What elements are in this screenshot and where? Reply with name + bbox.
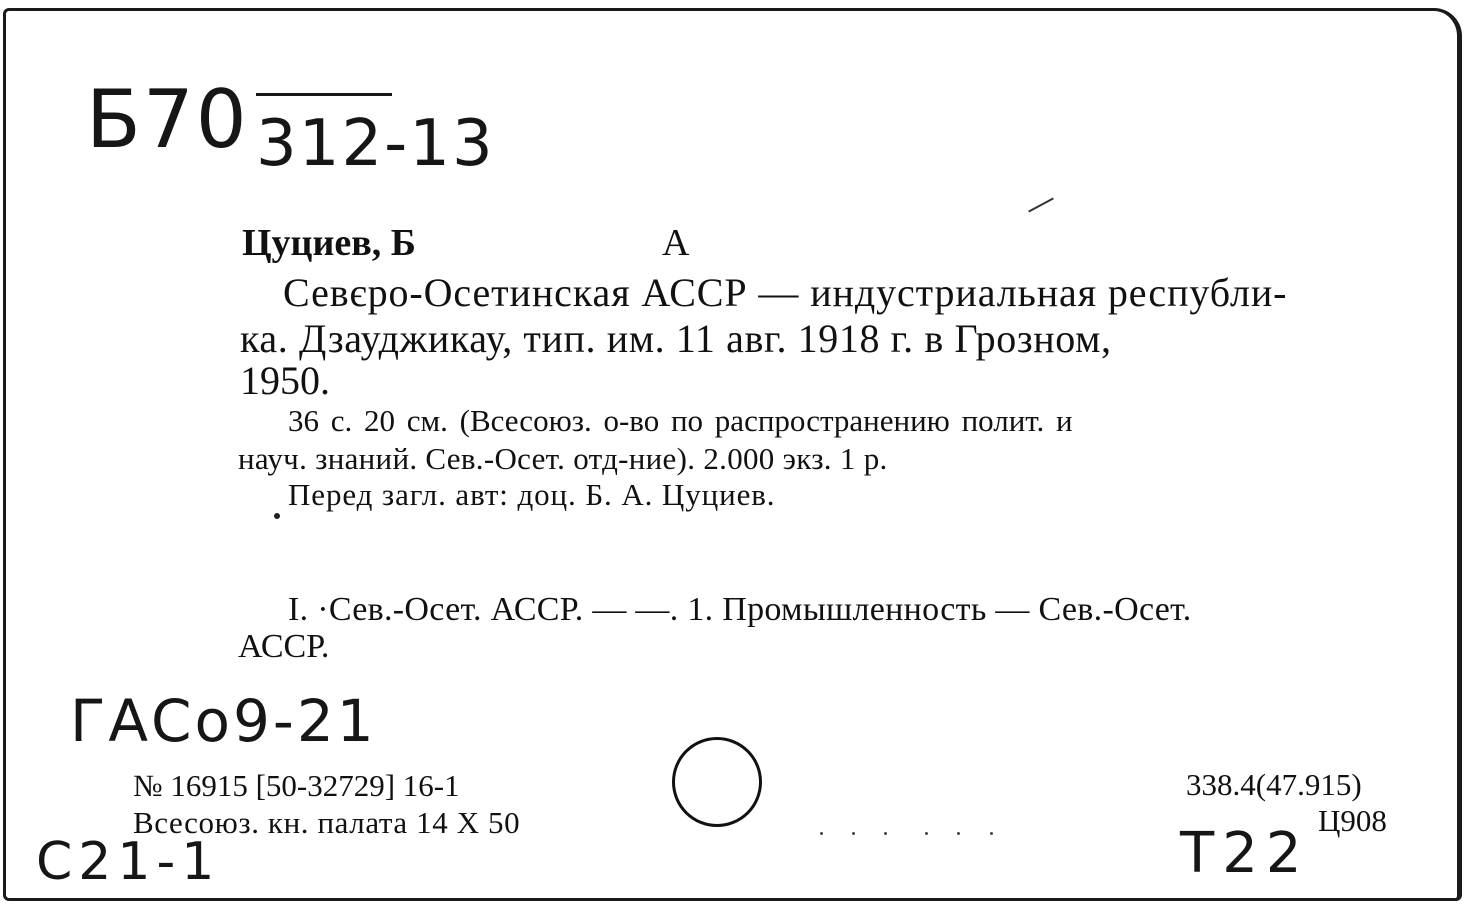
handwritten-code: Т22	[1180, 821, 1310, 886]
ink-dot	[274, 513, 280, 519]
book-chamber: Всесоюз. кн. палата 14 X 50	[133, 805, 521, 840]
speck	[820, 832, 823, 835]
subject-line-2: АССР.	[238, 628, 330, 665]
collation-line-2: науч. знаний. Сев.-Осет. отд-ние). 2.000 экз. 1 р.	[238, 441, 888, 476]
title-line-3: 1950.	[240, 358, 330, 403]
udc-code: 338.4(47.915)	[1186, 767, 1362, 802]
cutter-code: Ц908	[1318, 803, 1387, 838]
speck	[990, 832, 993, 835]
record-number: № 16915 [50-32729] 16-1	[133, 768, 460, 803]
handwritten-shelf-prefix: Б70	[86, 73, 249, 166]
author-initial: А	[662, 222, 690, 264]
speck	[957, 832, 960, 835]
handwritten-shelf-number: 312-13	[256, 107, 495, 181]
punch-hole	[672, 737, 762, 827]
speck	[884, 832, 887, 835]
author-note: Перед загл. авт: доц. Б. А. Цуциев.	[288, 477, 776, 512]
speck	[925, 832, 928, 835]
handwritten-location: ГАСо9-21	[70, 687, 377, 755]
shelf-fraction-line	[256, 93, 392, 96]
subject-line-1: I. ·Сев.-Осет. АССР. — —. 1. Промышленность — Сев.-Осет.	[288, 591, 1192, 628]
title-line-1: Севєро-Осетинская АССР — индустриальная республи-	[283, 270, 1288, 315]
handwritten-accession: С21-1	[36, 832, 221, 892]
collation-line-1: 36 с. 20 см. (Всесоюз. о-во по распространению полит. и	[288, 403, 1073, 438]
author-name: Цуциев, Б	[242, 222, 416, 264]
speck	[852, 832, 855, 835]
title-line-2: ка. Дзауджикау, тип. им. 11 авг. 1918 г. в Грозном,	[240, 316, 1112, 361]
